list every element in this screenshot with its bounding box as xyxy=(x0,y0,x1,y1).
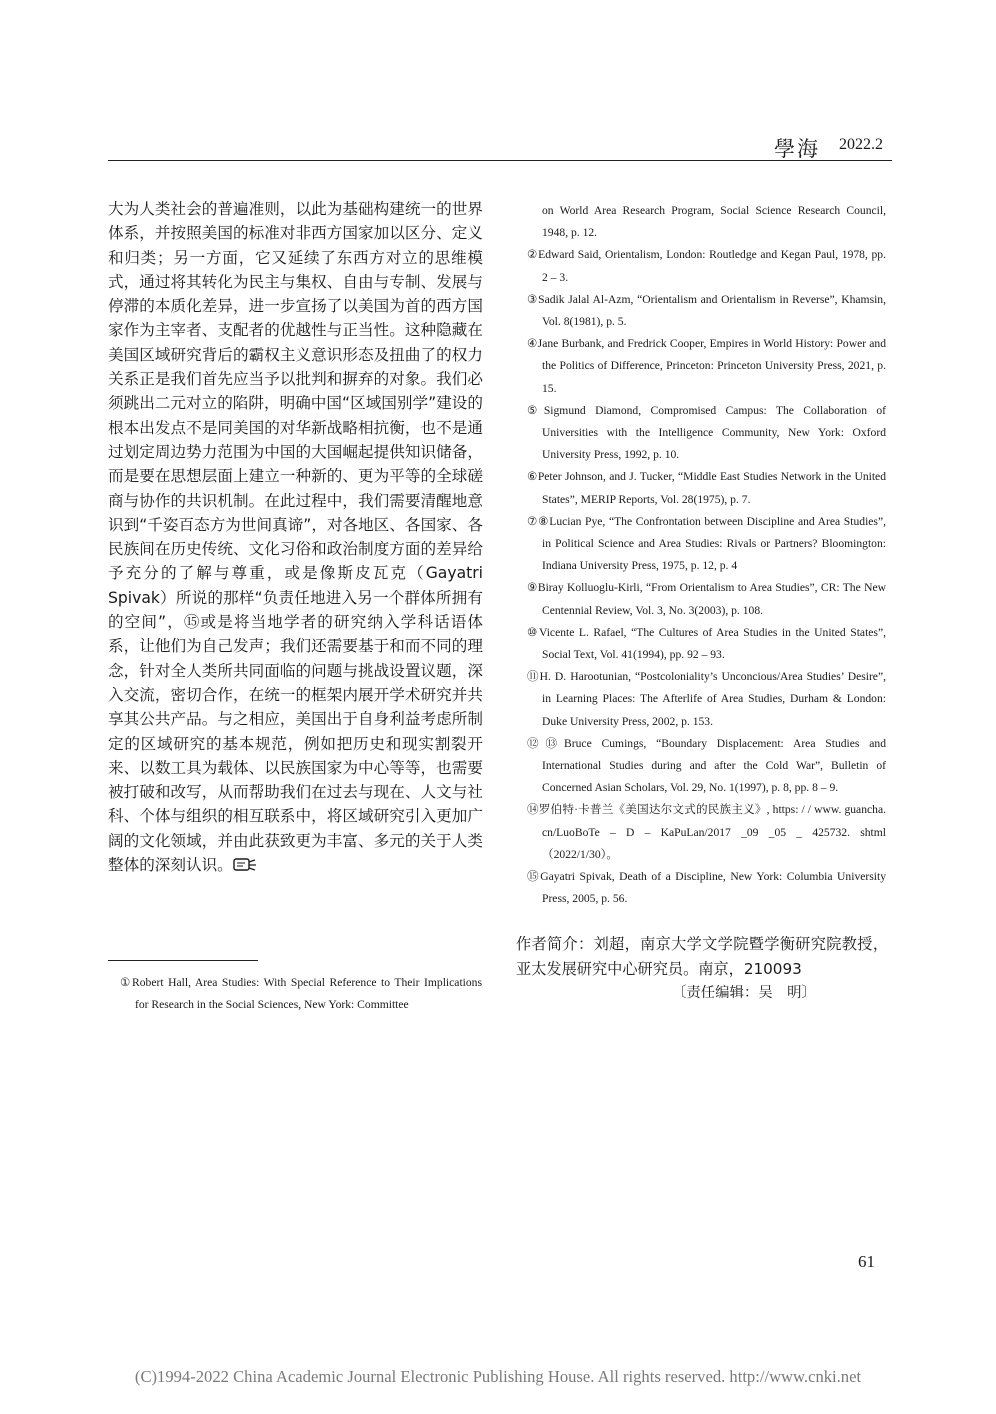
header-rule xyxy=(108,160,892,161)
footnote-4: ④Jane Burbank, and Fredrick Cooper, Empires in World History: Power and the Politics of Difference, Princeton: Princeton University Press, 2021, p. 15. xyxy=(527,337,886,395)
footnote-9: ⑨Biray Kolluoglu-Kirli, “From Orientalism to Area Studies”, CR: The New Centennial Review, Vol. 3, No. 3(2003), p. 108. xyxy=(527,581,886,617)
responsible-editor: 〔责任编辑：吴 明〕 xyxy=(672,985,816,1001)
footnotes-right xyxy=(527,200,886,911)
footnote-15: ⑮Gayatri Spivak, Death of a Discipline, New York: Columbia University Press, 2005, p. 56. xyxy=(527,870,886,906)
footnote-11: ⑪H. D. Harootunian, “Postcoloniality’s Unconcious/Area Studies’ Desire”, in Learning Places: The Afterlife of Area Studies, Durham & London: Duke University Press, 2002, p. 153. xyxy=(527,670,886,728)
journal-title: 學海 xyxy=(774,137,820,161)
footnote-6: ⑥Peter Johnson, and J. Tucker, “Middle East Studies Network in the United States”, MERIP Reports, Vol. 28(1975), p. 7. xyxy=(527,470,886,506)
end-mark-icon xyxy=(233,857,257,872)
footnote-14: ⑭罗伯特·卡普兰《美国达尔文式的民族主义》, https: / / www. guancha. cn/LuoBoTe – D – KaPuLan/2017 _09 _05 _ 425732. shtml（2022/1/30）。 xyxy=(527,803,886,861)
footnotes-left xyxy=(120,972,482,1016)
author-bio: 作者简介：刘超，南京大学文学院暨学衡研究院教授，亚太发展研究中心研究员。南京，210093 xyxy=(516,935,888,978)
main-paragraph xyxy=(108,197,483,877)
journal-issue: 2022.2 xyxy=(839,136,883,153)
footnote-5: ⑤Sigmund Diamond, Compromised Campus: The Collaboration of Universities with the Intelligence Community, New York: Oxford University Press, 1992, p. 10. xyxy=(527,403,886,462)
main-text-column xyxy=(108,197,483,877)
footnote-1: ①Robert Hall, Area Studies: With Special Reference to Their Implications for Research in the Social Sciences, New York: Committee xyxy=(120,976,482,1012)
footnote-3: ③Sadik Jalal Al-Azm, “Orientalism and Orientalism in Reverse”, Khamsin, Vol. 8(1981), p. 5. xyxy=(527,292,886,329)
footnote-12-13: ⑫⑬Bruce Cumings, “Boundary Displacement: Area Studies and International Studies during and after the Cold War”, Bulletin of Concerned Asian Scholars, Vol. 29, No. 1(1997), p. 8, pp. 8 – 9. xyxy=(527,736,886,795)
copyright-footer: (C)1994-2022 China Academic Journal Electronic Publishing House. All rights reserved. http://www.cnki.net xyxy=(134,1367,862,1386)
footnote-10: ⑩Vicente L. Rafael, “The Cultures of Area Studies in the United States”, Social Text, Vol. 41(1994), pp. 92 – 93. xyxy=(527,625,886,662)
footnote-2: ②Edward Said, Orientalism, London: Routledge and Kegan Paul, 1978, pp. 2 – 3. xyxy=(527,248,886,284)
main-paragraph-text: 大为人类社会的普遍准则，以此为基础构建统一的世界体系，并按照美国的标准对非西方国家加以区分、定义和归类；另一方面，它又延续了东西方对立的思维模式，通过将其转化为民主与集权、自由与专制、发展与停滞的本质化差异，进一步宣扬了以美国为首的西方国家作为主宰者、支配者的优越性与正当性。这种隐藏在美国区域研究背后的霸权主义意识形态及扭曲了的权力关系正是我们首先应当予以批判和摒弃的对象。我们必须跳出二元对立的陷阱，明确中国“区域国别学”建设的根本出发点不是同美国的对华新战略相抗衡，也不是通过划定周边势力范围为中国的大国崛起提供知识储备，而是要在思想层面上建立一种新的、更为平等的全球磋商与协作的共识机制。在此过程中，我们需要清醒地意识到“千姿百态方为世间真谛”，对各地区、各国家、各民族间在历史传统、文化习俗和政治制度方面的差异给予充分的了解与尊重，或是像斯皮瓦克（Gayatri Spivak）所说的那样“负责任地进入另一个群体所拥有的空间”，⑮或是将当地学者的研究纳入学科话语体系，让他们为自己发声；我们还需要基于和而不同的理念，针对全人类所共同面临的问题与挑战设置议题，深入交流，密切合作，在统一的框架内展开学术研究并共享其公共产品。与之相应，美国出于自身利益考虑所制定的区域研究的基本规范，例如把历史和现实割裂开来、以数工具为载体、以民族国家为中心等等，也需要被打破和改写，从而帮助我们在过去与现在、人文与社科、个体与组织的相互联系中，将区域研究引入更加广阔的文化领域，并由此获致更为丰富、多元的关于人类整体的深刻认识。 xyxy=(108,200,483,875)
footnote-7-8: ⑦⑧Lucian Pye, “The Confrontation between Discipline and Area Studies”, in Political Science and Area Studies: Rivals or Partners? Bloomington: Indiana University Press, 1975, p. 12, p. 4 xyxy=(527,514,886,573)
page-number: 61 xyxy=(858,1252,875,1271)
footnote-1-continuation: on World Area Research Program, Social Science Research Council, 1948, p. 12. xyxy=(542,204,886,240)
footnote-rule xyxy=(108,960,258,961)
